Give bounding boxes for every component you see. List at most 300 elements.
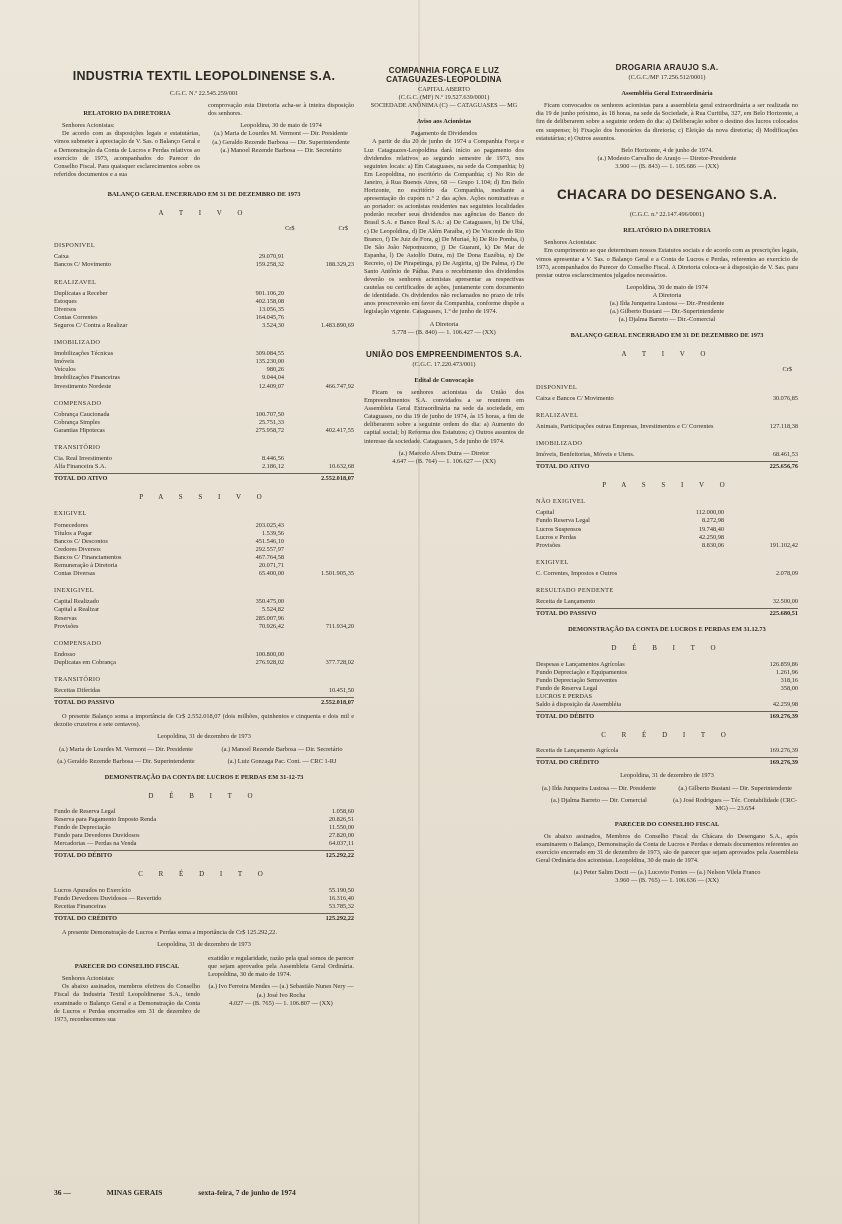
table-row: [536, 661, 798, 669]
balance-signatures: [54, 746, 354, 754]
debito-table: [536, 661, 798, 710]
table-row: [54, 455, 354, 463]
table-row: [536, 570, 798, 578]
row-label: Animais, Participações outras Empresas, Investimentos e C/ Correntes: [536, 422, 714, 430]
row-label: Lucros Suspensos: [536, 525, 582, 533]
report-continuation: comprovação esta Diretoria acha-se à inteira disposição dos senhores.: [208, 102, 354, 118]
row-label: Investimento Nordeste: [54, 382, 112, 390]
signature: (a.) Manoel Rezende Barbosa — Dir. Secretário: [221, 745, 343, 753]
row-value: 19.748,40: [698, 525, 724, 533]
report-signature-title: A Diretoria: [652, 291, 682, 299]
total-value: 2.552.018,07: [320, 475, 354, 483]
section-heading: EXIGIVEL: [54, 510, 87, 518]
parecer-title: PARECER DO CONSELHO FISCAL: [74, 963, 180, 971]
parecer-text: exatidão e regularidade, razão pela qual somos de parecer que sejam aprovados pela Assembleia Geral Ordinária. Leopoldina, 30 de maio de 1974.: [208, 955, 354, 979]
debito-total-row: TOTAL DO DÉBITO 125.292,22: [54, 852, 354, 860]
passivo-table: [536, 498, 798, 606]
row-label: Garantias Hipotecas: [54, 426, 105, 434]
signature: (a.) Manoel Rezende Barbosa — Dir. Secretário: [220, 146, 342, 154]
table-row: [54, 554, 354, 562]
row-value: 402.417,55: [325, 426, 354, 434]
signature: (a.) Ilda Junqueira Lustosa — Dir.-Presidente: [609, 299, 725, 307]
company-title: DROGARIA ARAUJO S.A.: [615, 63, 719, 72]
row-value: 11.550,00: [329, 824, 354, 832]
passivo-table: [54, 510, 354, 695]
row-value: 1.261,96: [775, 668, 798, 676]
row-label: Fundo de Reserva Legal: [536, 684, 598, 692]
passivo-label: P A S S I V O: [602, 481, 732, 490]
row-value: 65.400,00: [258, 570, 284, 578]
table-row: [54, 840, 354, 848]
dlp-title: DEMONSTRAÇÃO DA CONTA DE LUCROS E PERDAS EM 31.12.73: [568, 626, 766, 634]
table-row: [536, 598, 798, 606]
signature: (a.) Geraldo Rezende Barbosa — Dir. Superintendente: [212, 138, 350, 146]
dlp-signatures: [536, 797, 798, 813]
table-row: [54, 383, 354, 391]
row-label: Cobrança Caucionada: [54, 410, 110, 418]
row-value: 8.272,98: [701, 517, 724, 525]
balance-place: Leopoldina, 31 de dezembro de 1973: [157, 733, 251, 741]
table-row: [54, 427, 354, 435]
section-heading: TRANSITÓRIO: [54, 675, 101, 683]
row-label: Imóveis: [54, 358, 75, 366]
table-row: [54, 598, 354, 606]
ativo-table: [536, 384, 798, 460]
table-row: [54, 419, 354, 427]
row-label: Fundo de Depreciação: [54, 824, 111, 832]
row-value: 402.158,08: [255, 297, 284, 305]
row-value: 276.928,02: [255, 658, 284, 666]
row-value: 42.250,98: [698, 533, 724, 541]
column-headers: [54, 225, 354, 233]
section-heading: IMOBILIZADO: [536, 439, 583, 447]
row-value: 467.764,58: [255, 553, 284, 561]
row-label: Saldo à disposição da Assembléia: [536, 700, 621, 708]
dlp-title: DEMONSTRAÇÃO DA CONTA DE LUCROS E PERDAS EM 31-12-73: [104, 773, 304, 781]
row-value: 8.446,56: [261, 455, 284, 463]
row-value: 377.728,02: [325, 658, 354, 666]
signature: (a.) Maria de Lourdes M. Vermont — Dir. Presidente: [214, 130, 348, 138]
signature: (a.) Gilberto Bustani — Dir.-Superintendente: [609, 308, 725, 316]
row-label: Imobilizações Financeiras: [54, 374, 120, 382]
row-value: 27.820,00: [328, 832, 354, 840]
row-label: Lucros Apurados no Exercício: [54, 886, 131, 894]
aviso-title: Aviso aos Acionistas: [416, 118, 472, 126]
table-row: [54, 824, 354, 832]
dlp-place: Leopoldina, 31 de dezembro de 1973: [157, 941, 251, 949]
dlp-signatures: [536, 785, 798, 793]
row-label: Duplicatas a Receber: [54, 289, 108, 297]
issue-date: sexta-feira, 7 de junho de 1974: [198, 1188, 296, 1197]
table-row: [54, 261, 354, 269]
edital-signature: (a.) Marcelo Alves Dutra — Diretor: [398, 449, 490, 457]
cgc: C.G.C. N.º 22.545.259/001: [169, 90, 239, 98]
section-heading: INEXIGIVEL: [54, 587, 95, 595]
report-block: [54, 102, 354, 183]
row-value: 16.316,40: [328, 894, 354, 902]
capital-type: CAPITAL ABERTO: [418, 86, 470, 93]
row-value: 10.632,68: [328, 463, 354, 471]
ativo-total-row: TOTAL DO ATIVO 225.656,76: [536, 463, 798, 471]
credito-total-row: TOTAL DO CRÉDITO 169.276,39: [536, 759, 798, 767]
row-label: Caixa: [54, 253, 69, 261]
table-row: [536, 423, 798, 431]
row-value: 164.045,76: [255, 313, 284, 321]
signature: (a.) Geraldo Rezende Barbosa — Dir. Superintendente: [57, 757, 195, 765]
table-row: [536, 669, 798, 677]
row-label: Receita de Lançamento: [536, 598, 596, 606]
row-value: 318,16: [780, 676, 798, 684]
row-value: 9.044,04: [261, 374, 284, 382]
parecer-title: PARECER DO CONSELHO FISCAL: [614, 820, 720, 828]
row-label: Reservas: [54, 614, 77, 622]
row-value: 68.461,53: [772, 451, 798, 458]
row-value: 100.800,00: [255, 650, 284, 658]
aviso-text: A partir de dia 20 de junho de 1974 a Companhia Força e Luz Cataguazes-Leopoldina dará início ao pagamento dos dividendos relativos ao segundo semestre de 1973, nos seguintes locais: a) Em Cataguases, na sede da Companhia; b) Em Leopoldina, no escritório da Companhia; c) No Rio de Janeiro, à Rua Buenos Aires, 68 — Grupo 1.104; d) Em Belo Horizonte, no escritório da Companhia, mediante a apresentação do cupom n.º 2 das ações. Ações nominativas e ao portador: os acionistas residentes nas seguintes localidades poderão receber seus dividendos nas agências do Banco do Brasil S.A. e Banco Real S.A.: a) De Cataguases, b) De Ubá, c) De Leopoldina, d) De Além Paraíba, e) De Visconde do Rio Branco, f) De Juiz de Fora, g) De Muriaé, h) De Rio Pomba, i) De São João Nepomuceno, j) De Guarani, k) De Mar de Espanha, l) De Astolfo Dutra, m) De Dona Euzébia, n) De Recreio, o) De Pirapetinga, p) De Argirita, q) De Palma, r) De Santo Antônio de Pádua. Para o recebimento dos dividendos deverão os senhores acionistas apresentar as respectivas cautelas ou certificados de ações, juntamente com documento de identidade. Os dividendos não reclamados no prazo de três anos prescreverão em favor da Companhia, conforme dispõe a legislação vigente. Cataguases, 1.º de junho de 1974.: [364, 138, 524, 316]
table-row: [54, 606, 354, 614]
table-row: [54, 322, 354, 330]
ativo-label: A T I V O: [158, 209, 250, 218]
page-footer: [54, 1188, 654, 1197]
row-label: Imobilizações Técnicas: [54, 350, 114, 358]
section-heading: DISPONIVEL: [536, 383, 578, 391]
section-heading: REALIZAVEL: [54, 278, 97, 286]
row-value: 10.451,50: [328, 687, 354, 695]
table-row: [536, 395, 798, 403]
row-label: Capital Realizado: [54, 598, 99, 606]
row-value: 358,00: [780, 684, 798, 692]
credito-label: C R É D I T O: [138, 870, 270, 879]
row-label: Cobrança Simples: [54, 418, 100, 426]
report-text: Em cumprimento ao que determinam nossos Estatutos sociais e de acordo com as prescrições legais, vimos apresentar a V. Sas. o Balanço Geral e a Conta de Lucros e Perdas, referentes ao exercício de 1973, acompanhados do Parecer do Conselho Fiscal. A Diretoria coloca-se à disposição de V. Sas. para prestar outros esclarecimentos julgados necessários.: [536, 247, 798, 279]
cgc: (C.G.C. n.º 22.147.496/0001): [629, 211, 705, 219]
row-value: 30.076,85: [772, 394, 798, 402]
dlp-note: A presente Demonstração de Lucros e Perdas soma a importância de Cr$ 125.292,22.: [62, 928, 277, 936]
section-heading: REALIZAVEL: [536, 411, 579, 419]
table-row: [536, 517, 798, 525]
row-label: Seguros C/ Contra a Realizar: [54, 321, 128, 329]
age-signature: (a.) Modesto Carvalho de Araujo — Diretor-Presidente: [597, 154, 737, 162]
ativo-total-row: [54, 473, 354, 483]
row-label: Bancos C/ Movimento: [54, 261, 112, 269]
report-greeting: Senhores Acionistas:: [62, 122, 115, 130]
ativo-table: [54, 242, 354, 471]
parecer-block: [54, 955, 354, 1028]
table-row: [54, 306, 354, 314]
row-value: 20.071,71: [258, 562, 284, 570]
table-row: [54, 615, 354, 623]
credito-table: [536, 747, 798, 755]
credito-total-row: TOTAL DO CRÉDITO 125.292,22: [54, 914, 354, 922]
row-label: Imóveis, Benfeitorias, Móveis e Utens.: [536, 451, 635, 458]
age-title: Assembléia Geral Extraordinária: [621, 90, 713, 98]
parecer-greeting: Senhores Acionistas:: [62, 975, 115, 983]
row-value: 901.106,20: [255, 289, 284, 297]
place-date: Leopoldina, 30 de maio de 1974: [240, 122, 322, 130]
credito-table: [54, 887, 354, 911]
row-label: Lucros e Perdas: [536, 533, 577, 541]
section-heading: RESULTADO PENDENTE: [536, 587, 614, 595]
row-label: Cia. Real Investimento: [54, 455, 112, 463]
row-value: 100.707,50: [255, 410, 284, 418]
row-value: 2.078,09: [775, 569, 798, 577]
table-row: [536, 747, 798, 755]
debito-label: D É B I T O: [611, 644, 723, 653]
row-label: Credores Diversos: [54, 545, 101, 553]
debito-total-row: TOTAL DO DÉBITO 169.276,39: [536, 713, 798, 721]
row-value: 980,26: [266, 366, 284, 374]
row-value: 292.557,97: [255, 545, 284, 553]
company-title: CHACARA DO DESENGANO S.A.: [556, 187, 777, 203]
table-row: [54, 562, 354, 570]
table-row: [54, 411, 354, 419]
row-value: 12.409,07: [258, 382, 284, 390]
row-value: 169.276,39: [769, 747, 798, 755]
section-heading: EXIGIVEL: [536, 558, 569, 566]
company-place: SOCIEDADE ANÔNIMA (C) — CATAGUASES — MG: [370, 102, 518, 110]
journal-name: MINAS GERAIS: [106, 1188, 163, 1197]
row-value: 2.186,12: [261, 463, 284, 471]
total-label: TOTAL DO PASSIVO: [54, 699, 115, 707]
signature: (a.) Maria de Lourdes M. Vermont — Dir. Presidente: [59, 745, 193, 753]
table-row: [54, 350, 354, 358]
col-header: Cr$: [782, 366, 792, 374]
row-label: Provisões: [54, 622, 79, 630]
signature: (a.) Djalma Barreto — Dir. Comercial: [550, 796, 647, 804]
row-value: 112.000,00: [695, 509, 724, 517]
page-number: 36 —: [54, 1188, 71, 1197]
table-row: [54, 253, 354, 261]
section-heading: NÃO EXIGIVEL: [536, 498, 586, 506]
signature: (a.) Ilda Junqueira Lustosa — Dir. Presidente: [541, 784, 656, 792]
section-heading: DISPONIVEL: [54, 242, 96, 250]
table-row: [54, 570, 354, 578]
table-row: [54, 530, 354, 538]
row-value: 32.500,00: [772, 598, 798, 606]
row-label: C. Correntes, Impostos e Outros: [536, 569, 618, 577]
ad-reference: 4.647 — (B. 764) — 1. 106.627 — (XX): [392, 457, 496, 465]
table-row: [536, 685, 798, 693]
row-value: 8.830,06: [701, 541, 724, 549]
row-value: 42.259,98: [772, 700, 798, 708]
table-row: [536, 542, 798, 550]
row-value: 3.524,30: [261, 321, 284, 329]
row-value: 1.058,60: [331, 807, 354, 815]
balance-title: BALANÇO GERAL ENCERRADO EM 31 DE DEZEMBRO DE 1973: [107, 190, 301, 198]
table-row: [54, 651, 354, 659]
passivo-total-row: [54, 697, 354, 707]
edital-title: Edital de Convocação: [414, 376, 474, 384]
debito-table: [54, 808, 354, 848]
row-label: Caixa e Bancos C/ Movimento: [536, 394, 614, 402]
dlp-place: Leopoldina, 31 de dezembro de 1973: [620, 772, 714, 780]
parecer-signature: (a.) Ivo Ferreira Mendes — (a.) Sebastião Nunes Nery — (a.) José Ivo Rocha: [208, 983, 354, 999]
cgc: (C.G.C./MF 17.256.512/0001): [628, 74, 706, 82]
table-row: [54, 887, 354, 895]
row-label: Receitas Financeiras: [54, 902, 106, 910]
table-row: [536, 451, 798, 459]
table-row: [54, 903, 354, 911]
aviso-subtitle: Pagamento de Dividendos: [410, 130, 478, 138]
column-headers: [536, 366, 798, 374]
cgc: (C.G.C. 17.220.473/001): [412, 360, 476, 368]
row-value: 188.329,23: [325, 261, 354, 269]
row-value: 275.958,72: [255, 426, 284, 434]
row-value: 127.118,38: [769, 422, 798, 430]
row-label: Estoques: [54, 297, 77, 305]
section-heading: COMPENSADO: [54, 639, 102, 647]
debito-label: D É B I T O: [148, 791, 260, 800]
table-row: [536, 701, 798, 709]
report-title: RELATÓRIO DA DIRETORIA: [623, 227, 711, 235]
report-title: RELATORIO DA DIRETORIA: [83, 110, 171, 118]
report-greeting: Senhores Acionistas:: [544, 239, 597, 247]
company-title: UNIÃO DOS EMPREENDIMENTOS S.A.: [366, 349, 522, 359]
row-label: Fundo Depreciação Semoventes: [536, 676, 618, 684]
col-header: Cr$: [285, 225, 295, 233]
row-value: 466.747,92: [325, 382, 354, 390]
table-row: [54, 298, 354, 306]
ad-reference: 5.778 — (B. 840) — 1. 106.427 — (XX): [392, 328, 496, 336]
row-value: 711.934,20: [325, 622, 354, 630]
row-label: Bancos C/ Financiamentos: [54, 553, 122, 561]
signature: (a.) Gilberto Bustani — Dir. Superintendente: [678, 784, 792, 792]
table-row: [54, 895, 354, 903]
row-value: 70.926,42: [258, 622, 284, 630]
aviso-signature: A Diretoria: [429, 320, 459, 328]
cgc: (C.G.C. (MF) N.º 19.527.639/0001): [398, 94, 490, 102]
row-value: 1.483.890,69: [320, 321, 354, 329]
row-label: LUCROS E PERDAS: [536, 692, 592, 700]
row-value: 159.258,32: [255, 261, 284, 269]
table-row: [54, 808, 354, 816]
signature: (a.) José Rodrigues — Téc. Contabilidade (CRC-MG) — 23.654: [673, 796, 798, 812]
table-row: [54, 366, 354, 374]
row-label: Fundo para Devedores Duvidosos: [54, 832, 140, 840]
ad-reference: 3.900 — (B. 843) — 1. 105.686 — (XX): [615, 162, 719, 170]
row-value: 55.190,50: [328, 886, 354, 894]
table-row: [54, 314, 354, 322]
ad-reference: 3.960 — (B. 765) — 1. 106.636 — (XX): [615, 877, 719, 885]
balance-note: O presente Balanço soma a importância de Cr$ 2.552.018,07 (dois milhões, quinhentos e cinquenta e dois mil e dezoito cruzeiros e sete centavos).: [54, 713, 354, 729]
row-value: 25.751,33: [258, 418, 284, 426]
company-title: INDUSTRIA TEXTIL LEOPOLDINENSE S.A.: [72, 69, 336, 83]
row-value: 309.084,55: [255, 350, 284, 358]
table-row: [54, 538, 354, 546]
row-label: Remuneração à Diretoria: [54, 562, 118, 570]
table-row: [54, 659, 354, 667]
passivo-label: P A S S I V O: [139, 493, 269, 502]
table-row: [54, 623, 354, 631]
total-label: TOTAL DO ATIVO: [54, 475, 108, 483]
table-row: [536, 693, 798, 701]
table-row: [536, 677, 798, 685]
row-value: 350.475,00: [255, 598, 284, 606]
row-label: Receitas Diferidas: [54, 687, 101, 695]
total-value: 2.552.018,07: [320, 699, 354, 707]
row-value: 20.826,51: [328, 816, 354, 823]
column-industria-textil: [54, 60, 354, 1028]
row-value: 285.007,96: [255, 614, 284, 622]
row-label: Receita de Lançamento Agrícola: [536, 747, 619, 755]
table-row: [54, 522, 354, 530]
company-title: COMPANHIA FORÇA E LUZ CATAGUAZES-LEOPOLDINA: [386, 66, 502, 84]
table-row: [54, 463, 354, 471]
col-header: Cr$: [338, 225, 348, 233]
table-row: [54, 358, 354, 366]
row-label: Bancos C/ Descontos: [54, 537, 108, 545]
row-label: Contas Correntes: [54, 313, 98, 321]
age-text: Ficam convocados os senhores acionistas para a assembleia geral extraordinária a ser realizada no dia 19 de junho próximo, às 18 horas, na sede da Sociedade, à Rua Curitiba, 327, em Belo Horizonte, a fim de deliberarem sobre a seguinte ordem do dia: a) Deliberação sobre o destino dos lucros colocados em suspenso; b) Fixação dos honorários da diretoria; c) Eleição da nova diretoria; d) Modificações estatutárias; e) Outros assuntos.: [536, 102, 798, 142]
row-label: Mercadorias — Perdas na Venda: [54, 840, 137, 848]
row-value: 53.785,32: [328, 902, 354, 910]
balance-title: BALANÇO GERAL ENCERRADO EM 31 DE DEZEMBRO DE 1973: [570, 332, 764, 340]
ad-reference: 4.027 — (B. 765) — 1. 106.807 — (XX): [229, 999, 333, 1007]
row-label: Fundo de Reserva Legal: [54, 807, 116, 815]
row-label: Diversos: [54, 305, 77, 313]
row-value: 203.025,43: [255, 521, 284, 529]
table-row: [536, 534, 798, 542]
table-row: [54, 374, 354, 382]
row-value: 64.037,11: [329, 840, 354, 848]
row-value: 29.070,91: [258, 253, 284, 261]
row-value: 13.056,35: [258, 305, 284, 313]
section-heading: COMPENSADO: [54, 399, 102, 407]
balance-signatures: [54, 758, 354, 766]
section-heading: TRANSITÓRIO: [54, 444, 101, 451]
column-drogaria-chacara: [536, 60, 798, 885]
row-label: Fundo Devedores Duvidosos — Revertido: [54, 894, 162, 902]
row-label: Contas Diversas: [54, 570, 96, 578]
edital-text: Ficam os senhores acionistas da União dos Empreendimentos S.A. convidados a se reunirem em Assembleia Geral Extraordinária na sede da sociedade, em Cataguases, no dia 19 de junho de 1974, às 15 horas, a fim de deliberarem sobre a seguinte ordem do dia: a) Aumento do capital social; b) Reforma dos Estatutos; c) Outros assuntos de interesse da sociedade. Cataguases, 5 de junho de 1974.: [364, 389, 524, 445]
parecer-text: Os abaixo assinados, membros efetivos do Conselho Fiscal da Industria Textil Leopoldinense S.A., tendo examinado o Balanço Geral e a Demonstração da Conta de Lucros e Perdas encerrados em 31 de dezembro de 1973, reconhecemos sua: [54, 983, 200, 1023]
table-row: [54, 816, 354, 824]
row-value: 191.102,42: [769, 541, 798, 549]
report-place: Leopoldina, 30 de maio de 1974: [626, 283, 708, 291]
row-value: 1.539,56: [261, 529, 284, 537]
row-label: Endosso: [54, 650, 76, 658]
row-value: 1.501.905,35: [320, 570, 354, 578]
table-row: [536, 526, 798, 534]
row-label: Fornecedores: [54, 521, 88, 529]
table-row: [54, 832, 354, 840]
row-label: Reserva para Pagamento Imposto Renda: [54, 816, 157, 823]
table-row: [54, 290, 354, 298]
row-label: Alfa Financeira S.A.: [54, 463, 107, 471]
row-label: Fundo Depreciação e Equipamentos: [536, 668, 628, 676]
report-text: De acordo com as disposições legais e estatutárias, vimos submeter à apreciação de V. Sas. o Balanço Geral e a Demonstração da Conta de Lucros e Perdas relativos ao exercício de 1973, acompanhados do Parecer do Conselho Fiscal. Para quaisquer esclarecimentos sobre os referidos documentos e a sua: [54, 130, 200, 178]
row-label: Duplicatas em Cobrança: [54, 658, 116, 666]
row-value: 135.230,00: [255, 358, 284, 366]
section-heading: IMOBILIZADO: [54, 339, 101, 347]
credito-label: C R É D I T O: [601, 731, 733, 740]
age-place: Belo Horizonte, 4 de junho de 1974.: [621, 146, 713, 154]
row-label: Capital: [536, 509, 555, 517]
row-label: Despesas e Lançamentos Agrícolas: [536, 660, 625, 668]
column-forca-e-luz: [364, 60, 524, 466]
table-row: [54, 687, 354, 695]
row-label: Títulos a Pagar: [54, 529, 93, 537]
table-row: [54, 546, 354, 554]
ativo-label: A T I V O: [621, 350, 713, 359]
parecer-text: Os abaixo assinados, Membros do Conselho Fiscal da Chácara do Desengano S.A., após examinarem o Balanço, Demonstração da Conta de Lucros e Perdas e demais documentos referentes ao exercício encerrado em 31 de dezembro de 1973, são de parecer que sejam aprovados pela Assembleia Geral Ordinária dos acionistas. Leopoldina, 30 de maio de 1974.: [536, 832, 798, 865]
row-label: Veículos: [54, 366, 76, 374]
signature: (a.) Djalma Barreto — Dir.-Comercial: [618, 316, 716, 324]
signature: (a.) Luiz Gonzaga Pac. Cont. — CRC 1-RJ: [227, 757, 337, 765]
row-value: 451.546,10: [255, 537, 284, 545]
table-row: [536, 509, 798, 517]
row-value: 126.859,86: [769, 660, 798, 668]
